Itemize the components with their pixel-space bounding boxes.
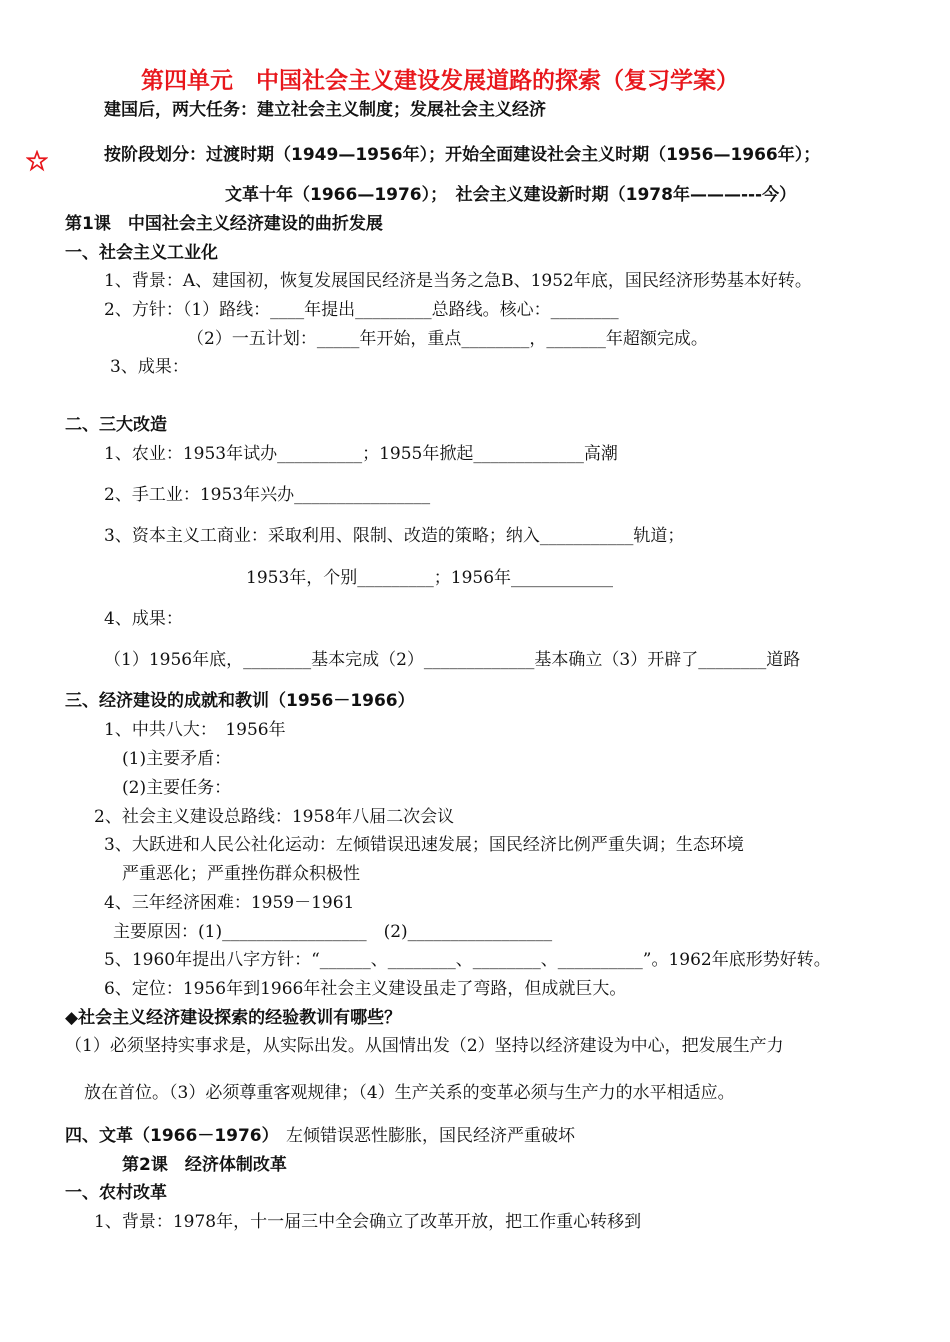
question-heading: ◆社会主义经济建设探索的经验教训有哪些？: [65, 1008, 402, 1028]
lesson1-heading: 第1课 中国社会主义经济建设的曲折发展: [65, 214, 383, 234]
section2-line3: 3、资本主义工商业：采取利用、限制、改造的策略；纳入___________轨道；: [104, 526, 685, 546]
section2-line4: 1953年，个别_________；1956年____________: [246, 568, 614, 588]
section2-line6: （1）1956年底，________基本完成（2）_____________基本确立（3）开辟了________道路: [104, 650, 801, 670]
section4-heading: 四、文革（1966－1976）: [65, 1126, 279, 1146]
intro-tasks: 建国后，两大任务：建立社会主义制度；发展社会主义经济: [104, 100, 546, 120]
section3-line2: (1)主要矛盾：: [122, 749, 232, 769]
section4-text: 左倾错误恶性膨胀，国民经济严重破坏: [286, 1126, 575, 1146]
lesson2-section1-line1: 1、背景：1978年，十一届三中全会确立了改革开放，把工作重心转移到: [94, 1212, 642, 1232]
intro-stages-2: 文革十年（1966—1976）； 社会主义建设新时期（1978年———---今）: [225, 185, 797, 205]
section1-line1: 1、背景：A、建国初，恢复发展国民经济是当务之急B、1952年底，国民经济形势基本好转。: [104, 271, 812, 291]
section3-line3: (2)主要任务：: [122, 778, 232, 798]
section2-line5: 4、成果：: [104, 609, 183, 629]
section1-line2: 2、方针：（1）路线：____年提出_________总路线。核心：________: [104, 300, 619, 320]
section3-line10: 6、定位：1956年到1966年社会主义建设虽走了弯路，但成就巨大。: [104, 979, 627, 999]
answer-line1: （1）必须坚持实事求是，从实际出发。从国情出发（2）坚持以经济建设为中心，把发展生产力: [65, 1036, 784, 1056]
lesson2-section1-heading: 一、农村改革: [65, 1183, 167, 1203]
section3-line8: 主要原因：(1)_________________ (2)_________________: [113, 922, 553, 942]
section3-line9: 5、1960年提出八字方针：“______、________、________、__________”。1962年底形势好转。: [104, 950, 831, 970]
section3-heading: 三、经济建设的成就和教训（1956－1966）: [65, 691, 415, 711]
section2-heading: 二、三大改造: [65, 415, 167, 435]
section1-line3: （2）一五计划：_____年开始，重点________，_______年超额完成。: [187, 329, 708, 349]
section3-line1: 1、中共八大： 1956年: [104, 720, 286, 740]
answer-line2: 放在首位。（3）必须尊重客观规律；（4）生产关系的变革必须与生产力的水平相适应。: [84, 1083, 735, 1103]
lesson2-heading: 第2课 经济体制改革: [122, 1155, 287, 1175]
section1-heading: 一、社会主义工业化: [65, 243, 218, 263]
section2-line2: 2、手工业：1953年兴办________________: [104, 485, 431, 505]
section2-line1: 1、农业：1953年试办__________；1955年掀起_____________高潮: [104, 444, 618, 464]
star-icon: [26, 150, 48, 172]
intro-stages-1: 按阶段划分：过渡时期（1949—1956年）；开始全面建设社会主义时期（1956—1966年）；: [104, 145, 821, 165]
section3-line4: 2、社会主义建设总路线：1958年八届二次会议: [94, 807, 455, 827]
section3-line6: 严重恶化；严重挫伤群众积极性: [122, 864, 360, 884]
page-title: 第四单元 中国社会主义建设发展道路的探索（复习学案）: [141, 68, 739, 94]
section3-line5: 3、大跃进和人民公社化运动：左倾错误迅速发展；国民经济比例严重失调；生态环境: [104, 835, 744, 855]
section3-line7: 4、三年经济困难：1959－1961: [104, 893, 355, 913]
section1-line4: 3、成果：: [110, 357, 189, 377]
